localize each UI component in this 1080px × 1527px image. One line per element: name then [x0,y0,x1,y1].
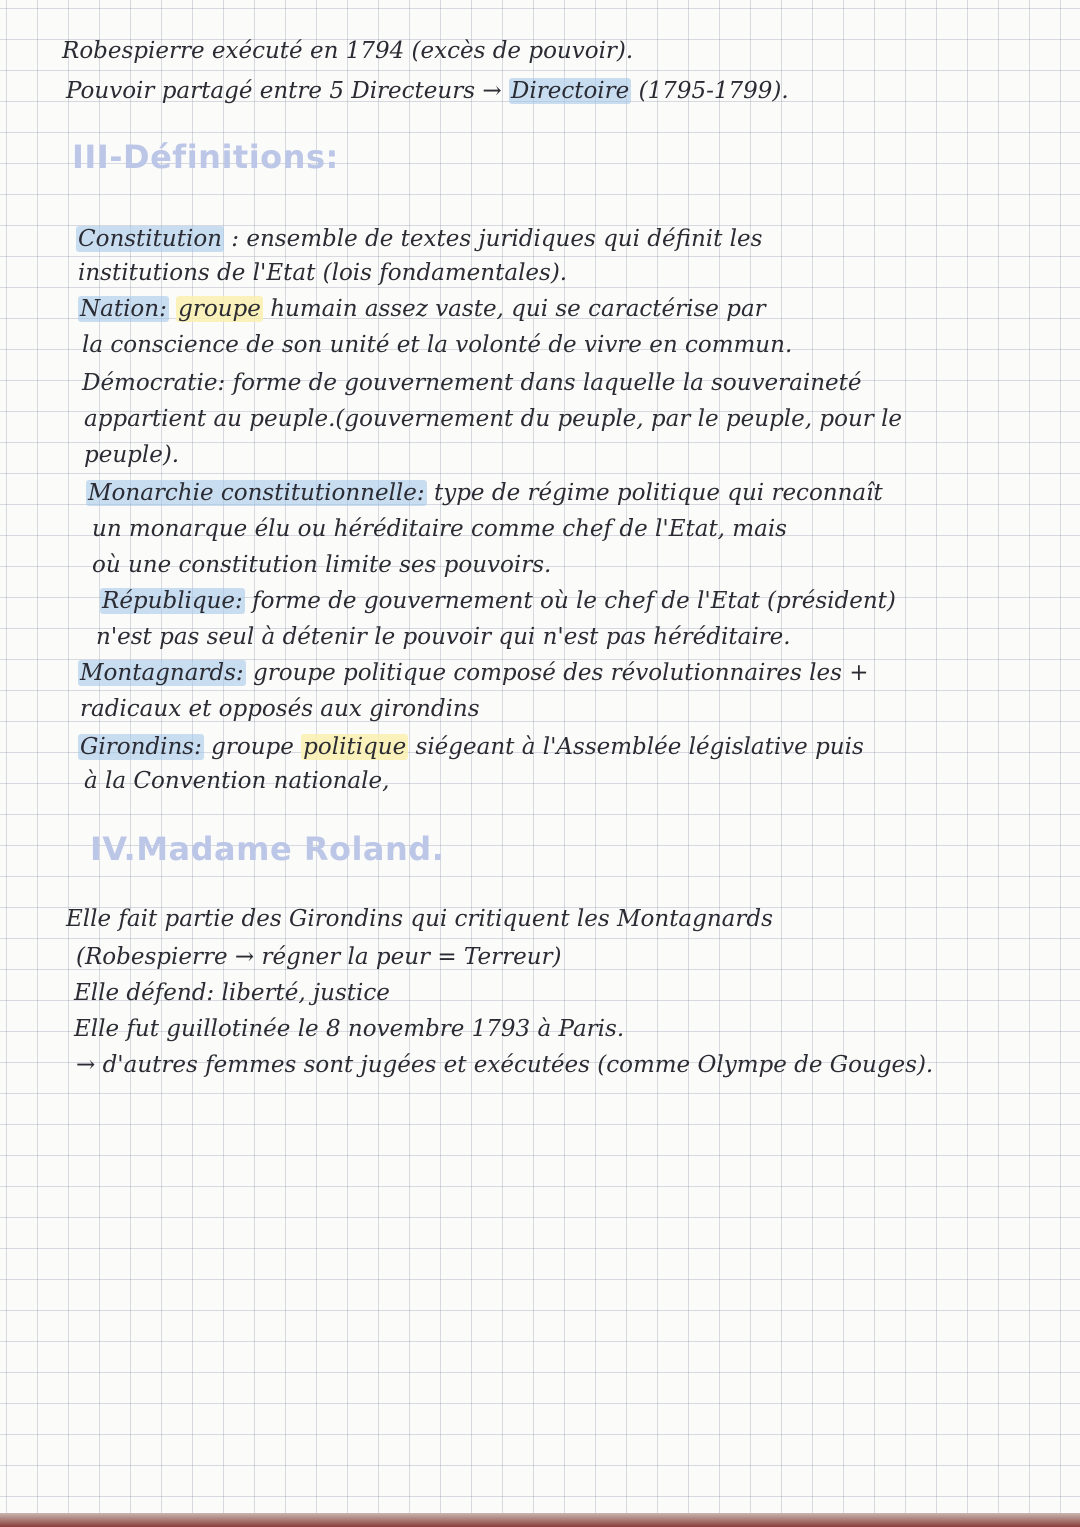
constitution-line-1 [76,228,762,251]
nation-line-1 [78,298,766,321]
section-4-title: IV.Madame Roland. [90,830,445,868]
republique-term: République: [102,588,243,614]
nation-groupe: groupe [178,296,261,322]
democratie-line-1 [82,372,862,395]
girondins-term: Girondins: [80,734,202,760]
democratie-line-2: appartient au peuple.(gouvernement du peuple, par le peuple, pour le [84,406,903,432]
nation-def: humain assez vaste, qui se caractérise par [270,296,766,322]
intro-line-2-text: Pouvoir partagé entre 5 Directeurs → [66,78,502,104]
roland-line-4: Elle fut guillotinée le 8 novembre 1793 à Paris. [74,1016,625,1042]
directoire-term: Directoire [510,78,630,104]
montagnards-term: Montagnards: [80,660,244,686]
montagnards-line-2: radicaux et opposés aux girondins [80,696,480,722]
monarchie-line-3: où une constitution limite ses pouvoirs. [92,552,552,578]
roland-line-3: Elle défend: liberté, justice [74,980,390,1006]
republique-line-2: n'est pas seul à détenir le pouvoir qui n'est pas héréditaire. [96,624,791,650]
roland-line-2: (Robespierre → régner la peur = Terreur) [76,944,562,970]
montagnards-line-1 [78,662,868,685]
section-3-title: III-Définitions: [72,138,339,176]
roland-line-5: → d'autres femmes sont jugées et exécutées (comme Olympe de Gouges). [76,1052,934,1078]
notebook-bottom-edge [0,1513,1080,1527]
intro-line-2 [66,80,789,103]
monarchie-term: Monarchie constitutionnelle: [88,480,425,506]
constitution-line-2: institutions de l'Etat (lois fondamentales). [78,260,568,286]
girondins-def: siégeant à l'Assemblée législative puis [415,734,864,760]
constitution-def: : ensemble de textes juridiques qui définit les [231,226,763,252]
montagnards-def: groupe politique composé des révolutionnaires les + [253,660,869,686]
nation-term: Nation: [80,296,167,322]
girondins-line-1 [78,736,864,759]
republique-line-1 [100,590,896,613]
democratie-line-3: peuple). [84,442,180,468]
nation-line-2: la conscience de son unité et la volonté de vivre en commun. [82,332,793,358]
democratie-term: Démocratie: [82,370,226,396]
republique-def: forme de gouvernement où le chef de l'Etat (président) [252,588,896,614]
intro-line-2-dates: (1795-1799). [638,78,789,104]
roland-line-1: Elle fait partie des Girondins qui critiquent les Montagnards [66,906,773,932]
intro-line-1: Robespierre exécuté en 1794 (excès de pouvoir). [62,38,634,64]
democratie-def: forme de gouvernement dans laquelle la souveraineté [232,370,862,396]
monarchie-line-1 [86,482,883,505]
monarchie-line-2: un monarque élu ou héréditaire comme chef de l'Etat, mais [92,516,787,542]
constitution-term: Constitution [78,226,222,252]
monarchie-def: type de régime politique qui reconnaît [433,480,883,506]
girondins-groupe: groupe [211,734,294,760]
girondins-politique: politique [303,734,407,760]
girondins-line-2: à la Convention nationale, [84,768,390,794]
